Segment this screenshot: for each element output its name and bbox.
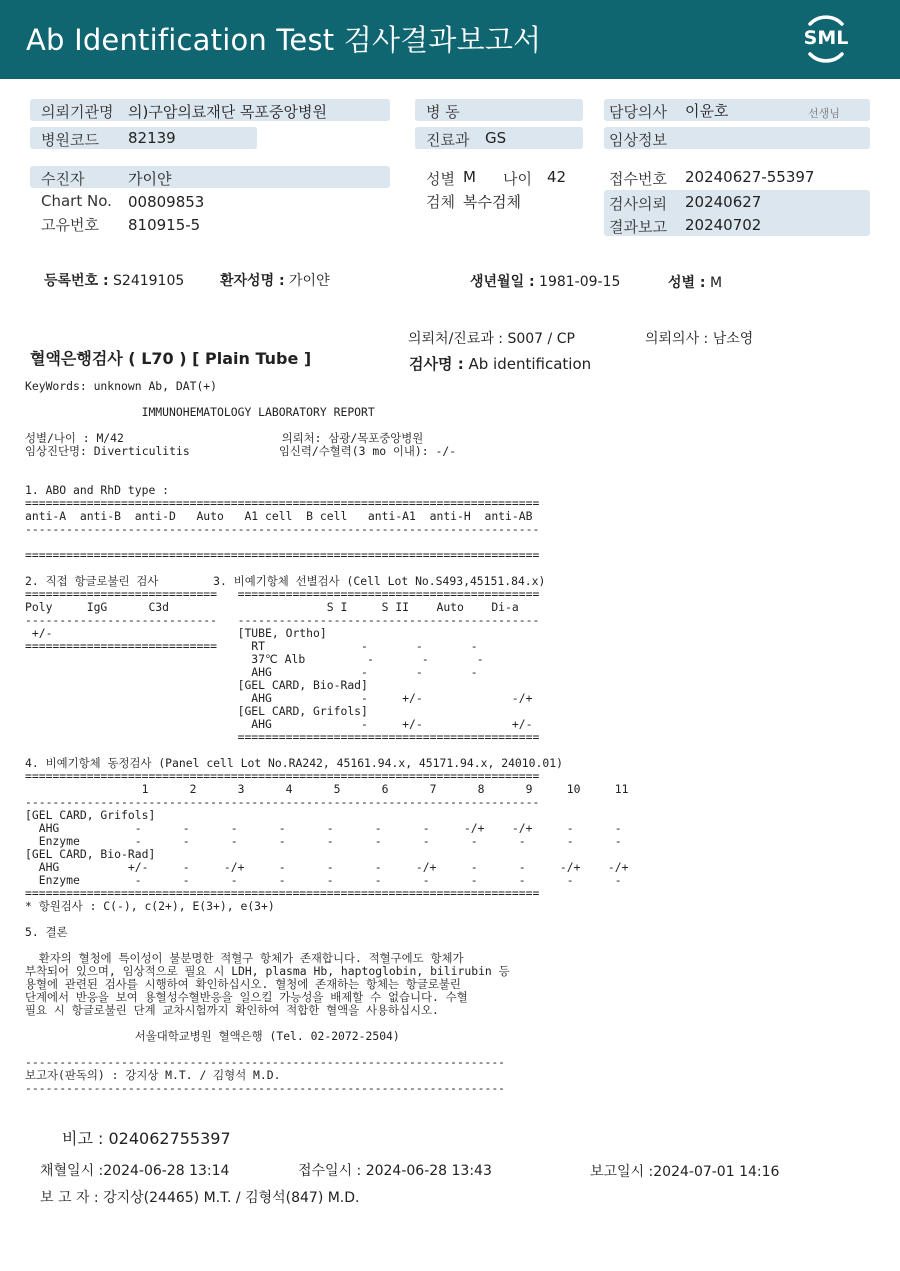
report-line: 4. 비예기항체 동정검사 (Panel cell Lot No.RA242, 45161.94.x, 45171.94.x, 24010.01) xyxy=(25,756,563,770)
header-bar xyxy=(0,0,900,79)
report-line: Poly IgG C3d S I S II Auto Di-a xyxy=(25,600,519,614)
hospital-code-value: 82139 xyxy=(128,129,176,147)
report-line: [GEL CARD, Grifols] xyxy=(25,808,156,822)
dob-label: 생년월일 : xyxy=(470,274,535,290)
logo-text: SML xyxy=(803,27,849,49)
report-line: 1. ABO and RhD type : xyxy=(25,483,170,497)
report-line: 용혈에 관련된 검사를 시행하여 확인하십시오. 혈청에 존재하는 항체는 항글로불린 xyxy=(25,977,461,991)
report-line: =========================================================================== xyxy=(25,769,540,783)
report-line: 환자의 혈청에 특이성이 불분명한 적혈구 항체가 존재합니다. 적혈구에도 항체가 xyxy=(25,951,464,965)
remark-label: 비고 : xyxy=(62,1129,104,1148)
remark-value: 024062755397 xyxy=(108,1129,231,1148)
request-value: 20240627 xyxy=(685,193,762,211)
report-line: 성별/나이 : M/42 의뢰처: 삼광/목포중앙병원 xyxy=(25,431,424,445)
age-value: 42 xyxy=(547,168,567,186)
remark xyxy=(62,1126,231,1149)
report-line: 37℃ Alb - - - xyxy=(25,652,484,666)
dept-label: 진료과 xyxy=(426,131,470,149)
report-line: AHG - - - xyxy=(25,665,478,679)
report-line: Enzyme - - - - - - - - - - - xyxy=(25,834,622,848)
test-name-label: 검사명 : xyxy=(409,355,464,373)
report-line: 보고자(판독의) : 강지상 M.T. / 김형석 M.D. xyxy=(25,1068,281,1082)
name-label: 환자성명 : xyxy=(220,273,285,289)
report-line: 1 2 3 4 5 6 7 8 9 10 11 xyxy=(25,782,629,796)
report-line: ---------------------------- -------------------------------------------- xyxy=(25,613,540,627)
referring-doctor: 의뢰의사 : 남소영 xyxy=(645,331,754,347)
report-line: 임상진단명: Diverticulitis 임신력/수혈력(3 mo 이내): -/- xyxy=(25,444,457,458)
report-line xyxy=(25,458,585,471)
receipt-label: 접수번호 xyxy=(609,170,667,188)
id-label: 고유번호 xyxy=(41,216,99,234)
reporter xyxy=(40,1187,360,1207)
collect-time: 채혈일시 :2024-06-28 13:14 xyxy=(40,1163,230,1179)
blood-bank-heading: 혈액은행검사 ( L70 ) [ Plain Tube ] xyxy=(30,349,312,368)
report-line: =========================================================================== xyxy=(25,548,540,562)
report-line: KeyWords: unknown Ab, DAT(+) xyxy=(25,379,218,393)
patient-label: 수진자 xyxy=(41,170,85,188)
report-title: Ab Identification Test 검사결과보고서 xyxy=(26,23,542,57)
report-line: --------------------------------------------------------------------------- xyxy=(25,795,540,809)
birth-date xyxy=(470,271,620,291)
institution-label: 의뢰기관명 xyxy=(41,103,114,121)
report-value: 20240702 xyxy=(685,216,762,234)
report-line: ---------------------------------------------------------------------- xyxy=(25,1055,506,1069)
chart-label: Chart No. xyxy=(41,192,112,210)
id-value: 810915-5 xyxy=(128,216,201,234)
report-label: 결과보고 xyxy=(609,218,667,236)
report-line: AHG - +/- -/+ xyxy=(25,691,533,705)
report-line: 2. 직접 항글로불린 검사 3. 비예기항체 선별검사 (Cell Lot No.S493,45151.84.x) xyxy=(25,574,546,588)
report-line: ============================ RT - - - xyxy=(25,639,478,653)
reg-label: 등록번호 : xyxy=(44,273,109,289)
report-line: AHG +/- - -/+ - - - -/+ - - -/+ -/+ xyxy=(25,860,629,874)
receipt-time: 접수일시 : 2024-06-28 13:43 xyxy=(298,1163,492,1179)
reg-value: S2419105 xyxy=(113,273,185,289)
report-line: ---------------------------------------------------------------------- xyxy=(25,1081,506,1095)
report-line: 5. 결론 xyxy=(25,925,68,939)
report-line: +/- [TUBE, Ortho] xyxy=(25,626,327,640)
referrer: 의뢰처/진료과 : S007 / CP xyxy=(408,331,575,347)
ward-label: 병 동 xyxy=(426,103,460,121)
report-line: IMMUNOHEMATOLOGY LABORATORY REPORT xyxy=(25,405,375,419)
sex-label: 성별 xyxy=(426,170,455,188)
dob-value: 1981-09-15 xyxy=(539,274,621,290)
report-line: ============================ ============================================ xyxy=(25,587,540,601)
test-name-value: Ab identification xyxy=(468,355,592,373)
doctor-label: 담당의사 xyxy=(609,103,667,121)
report-line: [GEL CARD, Grifols] xyxy=(25,704,368,718)
report-line xyxy=(25,913,585,926)
reg-number xyxy=(44,270,184,290)
report-line: ============================================ xyxy=(25,730,540,744)
dept-value: GS xyxy=(485,129,507,147)
hospital-code-label: 병원코드 xyxy=(41,131,99,149)
report-line: 서울대학교병원 혈액은행 (Tel. 02-2072-2504) xyxy=(25,1029,400,1043)
clinical-label: 임상정보 xyxy=(609,131,667,149)
patient-value: 가이얀 xyxy=(128,170,172,188)
report-line: [GEL CARD, Bio-Rad] xyxy=(25,678,368,692)
report-line: 부착되어 있으며, 임상적으로 필요 시 LDH, plasma Hb, haptoglobin, bilirubin 등 xyxy=(25,964,510,978)
request-label: 검사의뢰 xyxy=(609,195,667,213)
report-line: Enzyme - - - - - - - - - - - xyxy=(25,873,622,887)
doctor-value: 이윤호 xyxy=(685,102,729,120)
specimen-label: 검체 xyxy=(426,193,455,211)
test-name xyxy=(409,353,591,374)
chart-value: 00809853 xyxy=(128,193,205,211)
sex-value: M xyxy=(463,168,476,186)
report-line: --------------------------------------------------------------------------- xyxy=(25,522,540,536)
reporter-value: 강지상(24465) M.T. / 김형석(847) M.D. xyxy=(103,1190,360,1206)
specimen-value: 복수검체 xyxy=(463,193,521,211)
reg-sex-label: 성별 : xyxy=(668,275,706,291)
report-line: anti-A anti-B anti-D Auto A1 cell B cell anti-A1 anti-H anti-AB xyxy=(25,509,533,523)
report-line: =========================================================================== xyxy=(25,886,540,900)
report-line: [GEL CARD, Bio-Rad] xyxy=(25,847,156,861)
patient-name xyxy=(220,270,330,290)
reg-sex-value: M xyxy=(709,275,723,291)
receipt-value: 20240627-55397 xyxy=(685,168,815,186)
age-label: 나이 xyxy=(503,170,532,188)
doctor-suffix: 선생님 xyxy=(808,107,840,120)
name-value: 가이얀 xyxy=(289,273,330,289)
report-line: AHG - - - - - - - -/+ -/+ - - xyxy=(25,821,622,835)
sml-logo xyxy=(800,14,852,64)
reporter-label: 보 고 자 : xyxy=(40,1190,99,1206)
report-time: 보고일시 :2024-07-01 14:16 xyxy=(590,1164,780,1180)
report-line: * 항원검사 : C(-), c(2+), E(3+), e(3+) xyxy=(25,899,275,913)
report-line: 단계에서 반응을 보여 용혈성수혈반응을 일으킬 가능성을 배제할 수 없습니다. 수혈 xyxy=(25,990,468,1004)
institution-value: 의)구암의료재단 목포중앙병원 xyxy=(128,103,327,121)
reg-sex xyxy=(668,272,722,292)
lab-report-body xyxy=(25,379,629,1095)
report-line: 필요 시 항글로불린 단계 교차시험까지 확인하여 적합한 혈액을 사용하십시오. xyxy=(25,1003,439,1017)
report-line: =========================================================================== xyxy=(25,496,540,510)
report-line: AHG - +/- +/- xyxy=(25,717,533,731)
